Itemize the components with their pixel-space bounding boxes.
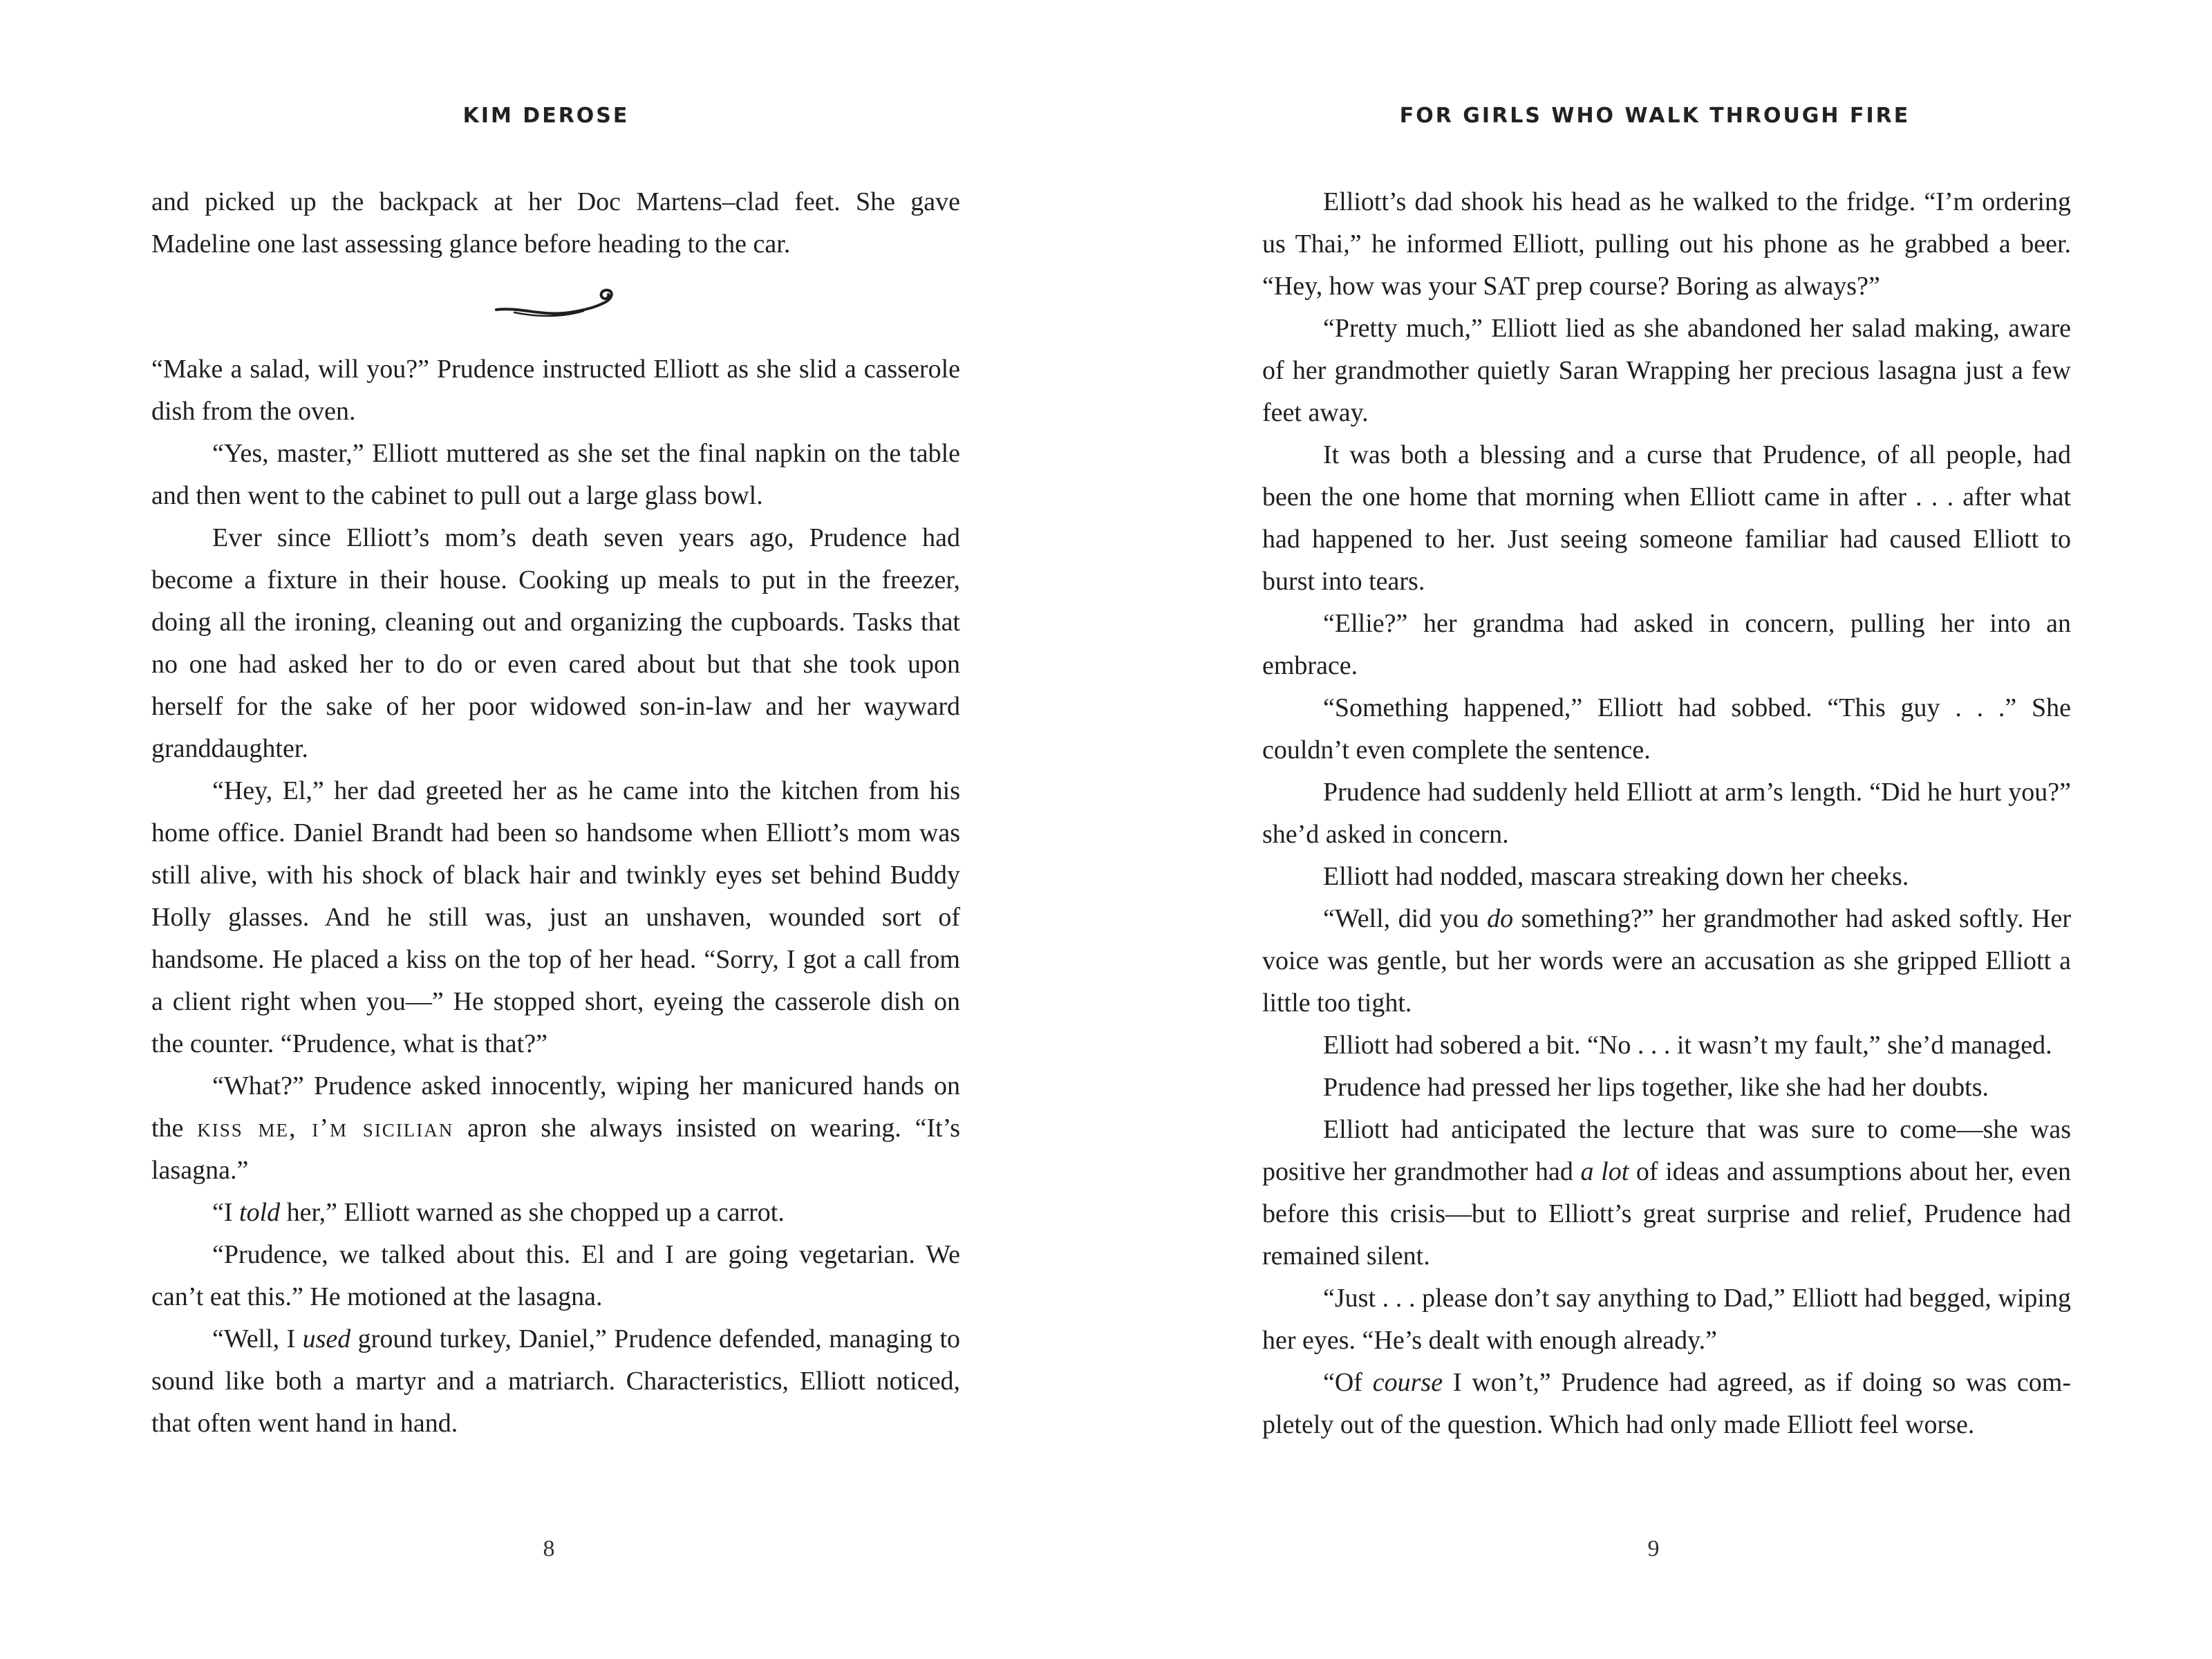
left-page-body xyxy=(151,181,960,1445)
apron-slogan: kiss me, i’m sicilian xyxy=(197,1114,454,1143)
paragraph: “Make a salad, will you?” Prudence instructed Elliott as she slid a casserole dish from the oven. xyxy=(151,355,960,426)
paragraph: “Of course I won’t,” Prudence had agreed, as if doing so was completely out of the question. Which had only made Elliott feel worse. xyxy=(1262,1368,2071,1439)
paragraph: Elliott’s dad shook his head as he walked to the fridge. “I’m ordering us Thai,” he informed Elliott, pulling out his phone as he grabbed a beer. “Hey, how was your SAT prep course? Boring as always?” xyxy=(1262,187,2071,301)
page-number: 8 xyxy=(543,1536,555,1562)
page-number: 9 xyxy=(1647,1536,1660,1562)
paragraph: Elliott had sobered a bit. “No . . . it wasn’t my fault,” she’d managed. xyxy=(1323,1031,2052,1060)
paragraph: Prudence had pressed her lips together, like she had her doubts. xyxy=(1323,1073,1989,1102)
paragraph: It was both a blessing and a curse that Prudence, of all people, had been the one home that morning when Elliott came in after . . . after what had happened to her. Just seeing someone familiar had caused Elliott to burst into tears. xyxy=(1262,440,2071,596)
running-head-title: FOR GIRLS WHO WALK THROUGH FIRE xyxy=(1399,104,1911,128)
paragraph: Elliott had nodded, mascara streaking down her cheeks. xyxy=(1323,862,1909,891)
paragraph: “Well, I used ground turkey, Daniel,” Prudence defended, managing to sound like both a martyr and a matriarch. Characteristics, Elliott noticed, that often went hand in hand. xyxy=(151,1324,961,1438)
paragraph: “Ellie?” her grandma had asked in concern, pulling her into an embrace. xyxy=(1262,609,2071,680)
paragraph: and picked up the backpack at her Doc Martens–clad feet. She gave Madeline one last assessing glance before heading to the car. xyxy=(151,187,960,259)
running-head-author: KIM DEROSE xyxy=(462,104,630,128)
right-page-body xyxy=(1262,181,2071,1446)
paragraph: “Just . . . please don’t say anything to Dad,” Elliott had begged, wiping her eyes. “He’s dealt with enough already.” xyxy=(1262,1284,2071,1355)
paragraph: “Well, did you do something?” her grandmother had asked softly. Her voice was gentle, but her words were an accusation as she gripped Elliott a little too tight. xyxy=(1262,904,2071,1018)
paragraph: “What?” Prudence asked innocently, wiping her manicured hands on the kiss me, i’m sicilian apron she always insisted on wearing. “It’s lasagna.” xyxy=(151,1071,960,1185)
paragraph: “I told her,” Elliott warned as she chopped up a carrot. xyxy=(212,1198,785,1227)
paragraph: “Prudence, we talked about this. El and I are going vegetarian. We can’t eat this.” He motioned at the lasagna. xyxy=(151,1240,960,1311)
section-break xyxy=(151,265,960,348)
paragraph: Prudence had suddenly held Elliott at arm’s length. “Did he hurt you?” she’d asked in concern. xyxy=(1262,778,2071,849)
paragraph: Elliott had anticipated the lecture that was sure to come—she was positive her grandmother had a lot of ideas and assumptions about her, even before this crisis—but to Elliott’s great surprise and relief, Prudence had remained silent. xyxy=(1262,1115,2071,1271)
paragraph: “Hey, El,” her dad greeted her as he came into the kitchen from his home office. Daniel Brandt had been so handsome when Elliott’s mom was still alive, with his shock of black hair and twinkly eyes set behind Buddy Holly glasses. And he still was, just an unshaven, wounded sort of handsome. He placed a kiss on the top of her head. “Sorry, I got a call from a client right when you—” He stopped short, eyeing the casserole dish on the counter. “Prudence, what is that?” xyxy=(151,776,960,1058)
swash-ornament-icon xyxy=(494,286,618,328)
paragraph: “Yes, master,” Elliott muttered as she set the final napkin on the table and then went to the cabinet to pull out a large glass bowl. xyxy=(151,439,960,510)
paragraph: “Pretty much,” Elliott lied as she abandoned her salad making, aware of her grandmother quietly Saran Wrapping her precious lasagna just a few feet away. xyxy=(1262,314,2071,427)
paragraph: “Something happened,” Elliott had sobbed. “This guy . . .” She couldn’t even complete the sentence. xyxy=(1262,693,2071,765)
right-page xyxy=(1106,0,2212,1659)
paragraph: Ever since Elliott’s mom’s death seven years ago, Prudence had become a fixture in their house. Cooking up meals to put in the freezer, doing all the ironing, cleaning out and organizing the cupboards. Tasks that no one had asked her to do or even cared about but that she took upon herself for the sake of her poor widowed son-in-law and her wayward granddaughter. xyxy=(151,523,960,763)
